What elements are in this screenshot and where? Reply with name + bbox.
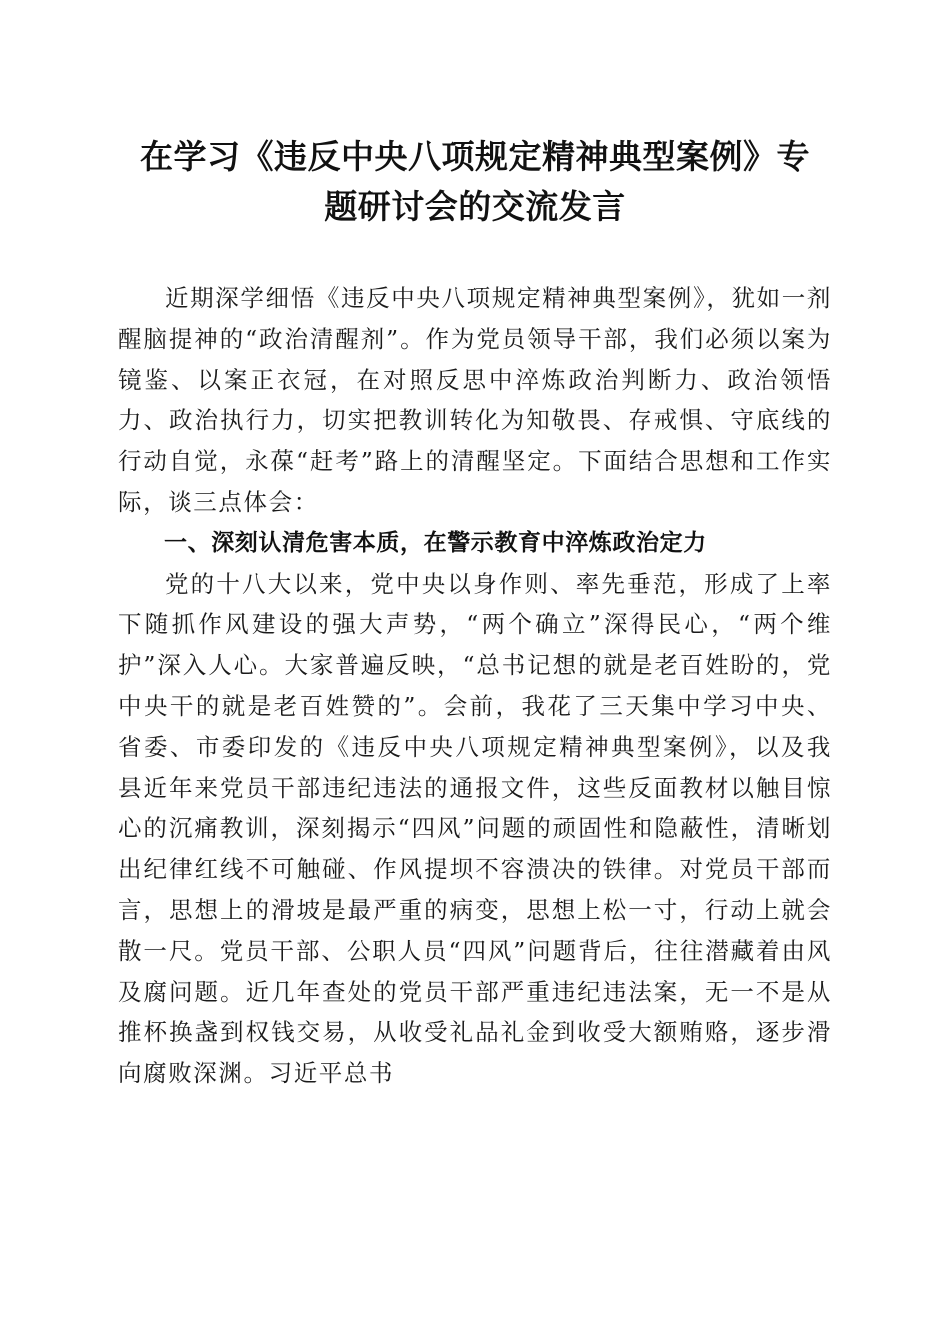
document-title [118,132,832,232]
section-heading-1: 一、深刻认清危害本质，在警示教育中淬炼政治定力 [164,529,707,556]
title-line-1: 在学习《违反中央八项规定精神典型案例》专 [140,137,810,176]
document-page [118,132,832,1094]
intro-paragraph: 近期深学细悟《违反中央八项规定精神典型案例》，犹如一剂醒脑提神的“政治清醒剂”。作为党员领导干部，我们必须以案为镜鉴、以案正衣冠，在对照反思中淬炼政治判断力、政治领悟力、政治执行力，切实把教训转化为知敬畏、存戒惧、守底线的行动自觉，永葆“赶考”路上的清醒坚定。下面结合思想和工作实际，谈三点体会： [118,284,832,516]
title-line-2: 题研讨会的交流发言 [324,187,626,226]
section-1-paragraph: 党的十八大以来，党中央以身作则、率先垂范，形成了上率下随抓作风建设的强大声势，“两个确立”深得民心，“两个维护”深入人心。大家普遍反映，“总书记想的就是老百姓盼的，党中央干的就是老百姓赞的”。会前，我花了三天集中学习中央、省委、市委印发的《违反中央八项规定精神典型案例》，以及我县近年来党员干部违纪违法的通报文件，这些反面教材以触目惊心的沉痛教训，深刻揭示“四风”问题的顽固性和隐蔽性，清晰划出纪律红线不可触碰、作风提坝不容溃决的铁律。对党员干部而言，思想上的滑坡是最严重的病变，思想上松一寸，行动上就会散一尺。党员干部、公职人员“四风”问题背后，往往潜藏着由风及腐问题。近几年查处的党员干部严重违纪违法案，无一不是从推杯换盏到权钱交易，从收受礼品礼金到收受大额贿赂，逐步滑向腐败深渊。习近平总书 [118,569,832,1088]
document-body [118,278,832,1094]
